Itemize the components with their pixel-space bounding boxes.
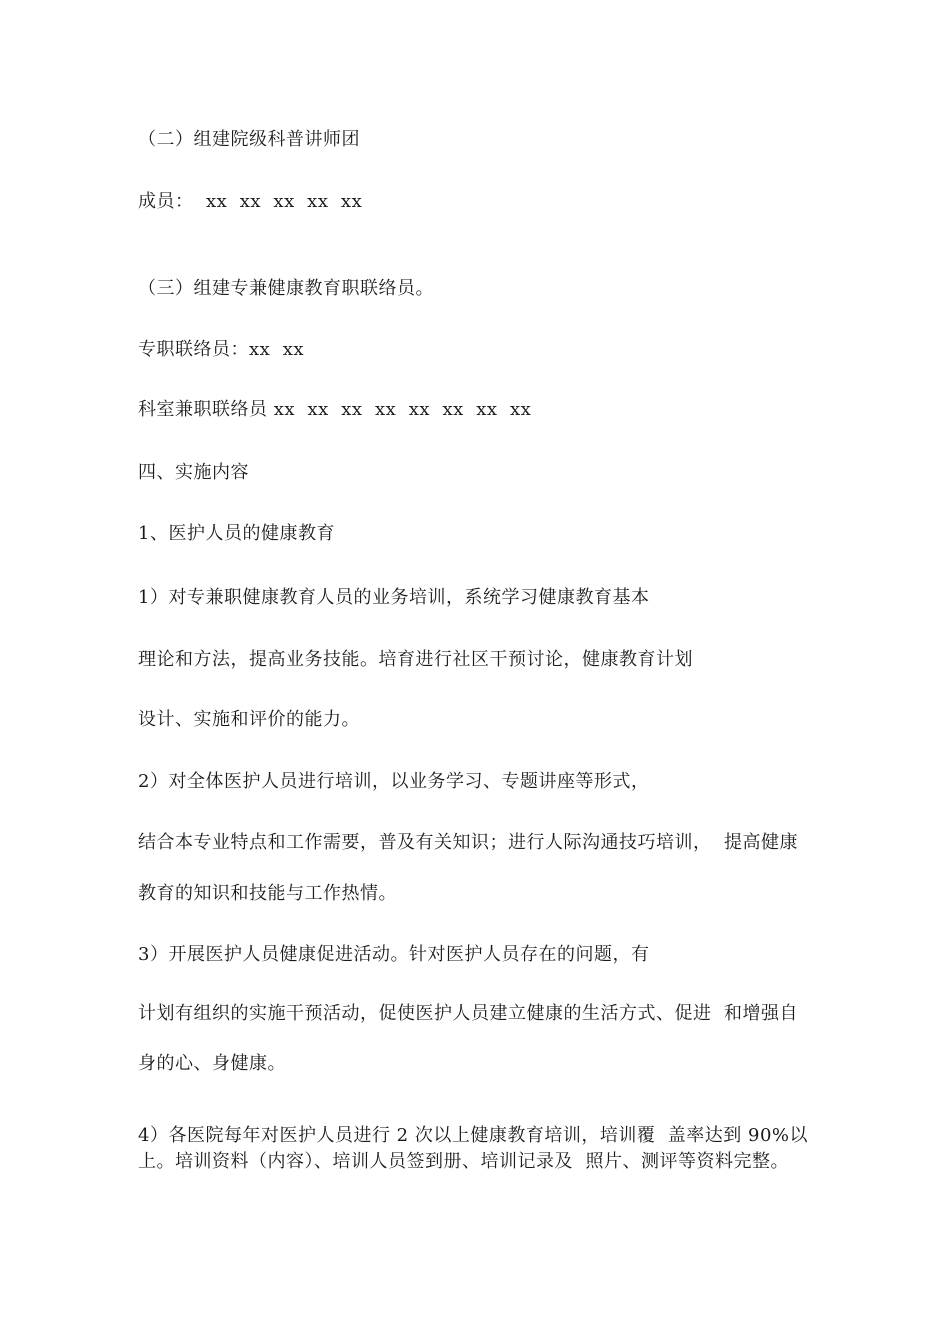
- paragraph-4-line-2: 上。培训资料（内容）、培训人员签到册、培训记录及 照片、测评等资料完整。: [138, 1151, 789, 1172]
- paragraph-2-line-3: 教育的知识和技能与工作热情。: [138, 883, 397, 904]
- paragraph-3-line-3: 身的心、身健康。: [138, 1053, 286, 1074]
- paragraph-3-line-1: 3）开展医护人员健康促进活动。针对医护人员存在的问题，有: [138, 944, 650, 965]
- paragraph-1-line-1: 1）对专兼职健康教育人员的业务培训，系统学习健康教育基本: [138, 587, 650, 608]
- fulltime-liaison-line: 专职联络员：xx xx: [138, 339, 305, 360]
- paragraph-1-line-2: 理论和方法，提高业务技能。培育进行社区干预讨论，健康教育计划: [138, 649, 693, 670]
- section-heading-liaison: （三）组建专兼健康教育职联络员。: [138, 278, 434, 299]
- paragraph-2-line-1: 2）对全体医护人员进行培训，以业务学习、专题讲座等形式，: [138, 771, 650, 792]
- section-heading-lecturer-team: （二）组建院级科普讲师团: [138, 129, 360, 150]
- paragraph-1-line-3: 设计、实施和评价的能力。: [138, 709, 360, 730]
- subheading-staff-education: 1、医护人员的健康教育: [138, 523, 335, 544]
- section-heading-implementation: 四、实施内容: [138, 462, 249, 483]
- parttime-liaison-line: 科室兼职联络员 xx xx xx xx xx xx xx xx: [138, 399, 532, 420]
- paragraph-4-line-1: 4）各医院每年对医护人员进行 2 次以上健康教育培训，培训覆 盖率达到 90%以: [138, 1125, 809, 1146]
- paragraph-3-line-2: 计划有组织的实施干预活动，促使医护人员建立健康的生活方式、促进 和增强自: [138, 1003, 798, 1024]
- members-line: 成员： xx xx xx xx xx: [138, 191, 363, 212]
- paragraph-2-line-2: 结合本专业特点和工作需要，普及有关知识；进行人际沟通技巧培训， 提高健康: [138, 832, 798, 853]
